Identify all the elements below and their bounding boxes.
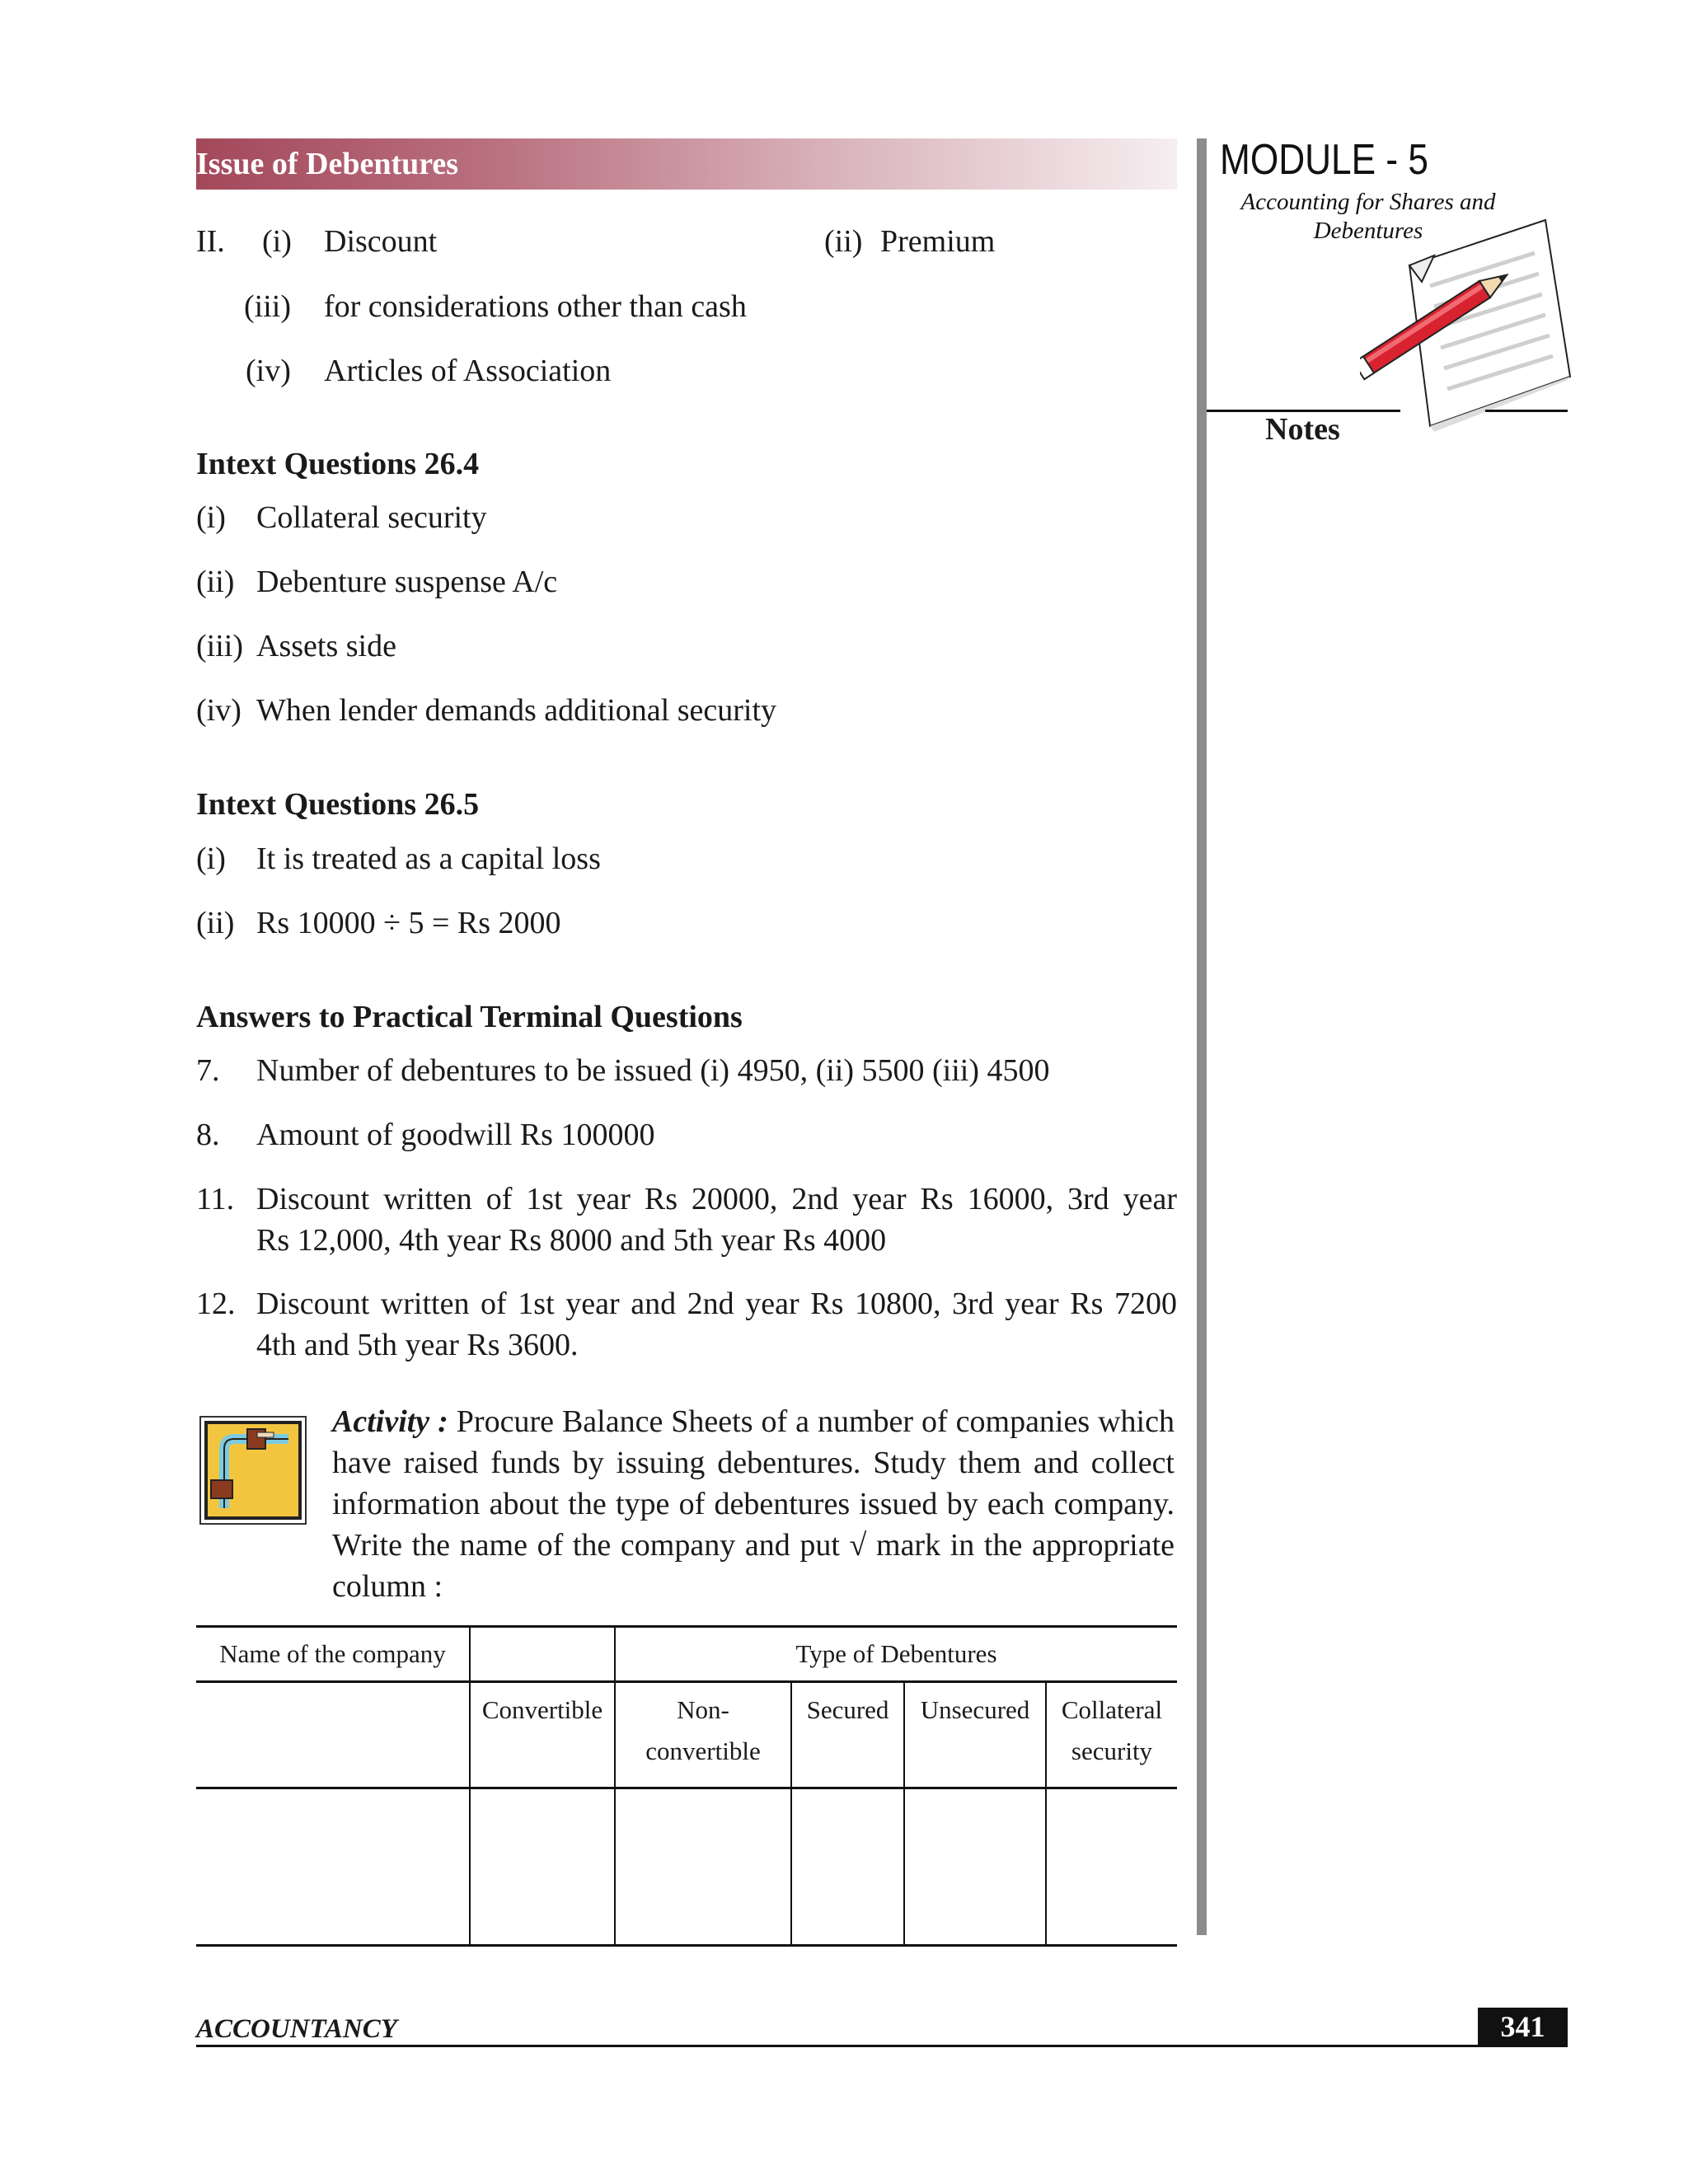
activity-paragraph — [332, 1401, 1175, 1607]
table-header-row — [196, 1627, 1177, 1682]
table-group-header: Type of Debentures — [615, 1627, 1177, 1682]
sidebar-divider — [1197, 138, 1207, 1935]
list-item-number: (iv) — [246, 354, 291, 388]
list-item-text: Debenture suspense A/c — [256, 565, 558, 599]
debentures-table — [196, 1625, 1177, 1947]
list-item-number: (ii) — [196, 906, 235, 940]
table-cell — [904, 1788, 1046, 1946]
list-item-text-continued: Rs 12,000, 4th year Rs 8000 and 5th year Rs 4000 — [256, 1223, 887, 1258]
section-roman-numeral: II. — [196, 224, 225, 259]
table-column-header — [1046, 1682, 1177, 1788]
table-subheader-row — [196, 1682, 1177, 1788]
list-item-number: (ii) — [196, 565, 235, 599]
table-cell — [615, 1788, 791, 1946]
table-cell — [470, 1788, 615, 1946]
list-item-text: Articles of Association — [324, 354, 612, 388]
list-item-text: Amount of goodwill Rs 100000 — [256, 1118, 655, 1152]
column-label: Secured — [806, 1695, 889, 1724]
notes-pencil-illustration — [1360, 216, 1574, 438]
list-item-number: 11. — [196, 1182, 235, 1216]
list-item-text: for considerations other than cash — [324, 289, 747, 324]
table-cell — [196, 1682, 470, 1788]
list-item-number: (iii) — [244, 289, 291, 324]
list-item-number: (iv) — [196, 693, 241, 728]
list-item-text: Collateral security — [256, 500, 487, 535]
notes-rule-right — [1485, 410, 1568, 412]
column-label: Collateral — [1061, 1695, 1163, 1724]
section-heading: Answers to Practical Terminal Questions — [196, 1000, 743, 1034]
list-item-text: Discount written of 1st year and 2nd year Rs 10800, 3rd year Rs 7200 — [256, 1286, 1177, 1321]
list-item-number: 7. — [196, 1053, 220, 1088]
list-item-number: 8. — [196, 1118, 220, 1152]
column-label: Non- — [677, 1695, 729, 1724]
list-item-text: Rs 10000 ÷ 5 = Rs 2000 — [256, 906, 561, 940]
table-header-company: Name of the company — [196, 1627, 470, 1682]
module-title: MODULE - 5 — [1220, 136, 1428, 184]
activity-body: Procure Balance Sheets of a number of companies which have raised funds by issuing debentures. Study them and collect information about the type of debentures issued by each company. Write the name of the company and put √ mark in the appropriate column : — [332, 1404, 1175, 1604]
activity-icon — [199, 1416, 307, 1525]
section-heading: Intext Questions 26.4 — [196, 447, 480, 481]
list-item-number: (i) — [262, 224, 292, 259]
notes-label: Notes — [1265, 412, 1340, 447]
table-cell — [196, 1788, 470, 1946]
table-cell — [1046, 1788, 1177, 1946]
page-number: 341 — [1500, 2010, 1545, 2043]
section-heading: Intext Questions 26.5 — [196, 787, 480, 822]
module-subtitle-line1: Accounting for Shares and — [1240, 189, 1496, 215]
table-header-blank — [470, 1627, 615, 1682]
list-item-text: When lender demands additional security — [256, 693, 777, 728]
module-subtitle-line2: Debentures — [1313, 218, 1423, 244]
column-label: Convertible — [481, 1695, 603, 1724]
list-item-text: Assets side — [256, 629, 396, 663]
list-item-number: 12. — [196, 1286, 236, 1321]
list-item-number: (iii) — [196, 629, 243, 663]
table-column-header — [615, 1682, 791, 1788]
list-item-text: Discount written of 1st year Rs 20000, 2nd year Rs 16000, 3rd year — [256, 1182, 1177, 1216]
page-header-title: Issue of Debentures — [196, 147, 459, 181]
list-item-text: Number of debentures to be issued (i) 4950, (ii) 5500 (iii) 4500 — [256, 1053, 1050, 1088]
column-label-line2: security — [1071, 1736, 1153, 1765]
list-item-text-continued: 4th and 5th year Rs 3600. — [256, 1328, 579, 1362]
list-item-text: Discount — [324, 224, 438, 259]
table-row — [196, 1788, 1177, 1946]
table-column-header — [791, 1682, 904, 1788]
table-column-header — [904, 1682, 1046, 1788]
footer-label: ACCOUNTANCY — [196, 2014, 397, 2044]
column-label: Unsecured — [920, 1695, 1030, 1724]
footer-rule — [196, 2045, 1568, 2047]
list-item-number: (ii) — [824, 224, 863, 259]
list-item-number: (i) — [196, 841, 226, 876]
list-item-number: (i) — [196, 500, 226, 535]
column-label-line2: convertible — [645, 1736, 761, 1765]
list-item-text: It is treated as a capital loss — [256, 841, 601, 876]
table-column-header — [470, 1682, 615, 1788]
activity-lead: Activity : — [332, 1404, 448, 1439]
list-item-text: Premium — [880, 224, 996, 259]
table-cell — [791, 1788, 904, 1946]
